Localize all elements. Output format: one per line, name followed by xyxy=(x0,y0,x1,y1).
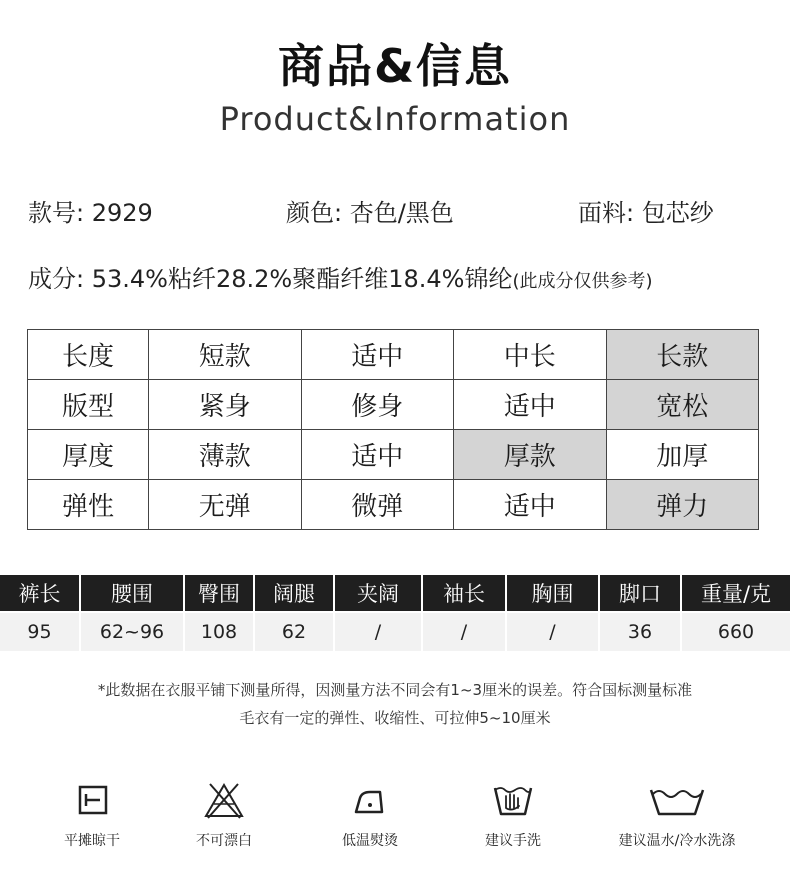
size-header-cell: 胸围 xyxy=(506,575,599,612)
attribute-row xyxy=(28,430,759,480)
size-value-cell: 62~96 xyxy=(80,612,184,651)
attribute-row xyxy=(28,480,759,530)
attribute-option: 适中 xyxy=(454,480,607,530)
attribute-option-selected: 弹力 xyxy=(606,480,759,530)
size-table xyxy=(0,575,790,651)
attribute-option: 紧身 xyxy=(149,380,302,430)
size-header-cell: 阔腿 xyxy=(254,575,334,612)
warm-cold-wash-icon xyxy=(647,780,707,820)
color-info: 颜色: 杏色/黑色 xyxy=(286,199,454,227)
attribute-option: 适中 xyxy=(454,380,607,430)
care-label: 平摊晾干 xyxy=(64,833,120,849)
size-value-cell: 108 xyxy=(184,612,254,651)
page-title: 商品&信息 xyxy=(277,39,513,93)
care-hand-wash xyxy=(443,780,583,850)
care-low-iron xyxy=(300,780,440,850)
composition-info xyxy=(28,259,653,294)
size-header-cell: 袖长 xyxy=(422,575,506,612)
care-no-bleach xyxy=(154,780,294,850)
size-header-cell: 夹阔 xyxy=(334,575,422,612)
attribute-option-selected: 长款 xyxy=(606,330,759,380)
size-header-cell: 裤长 xyxy=(0,575,80,612)
attribute-option: 微弹 xyxy=(301,480,454,530)
attribute-name: 弹性 xyxy=(28,480,149,530)
size-value-cell: / xyxy=(334,612,422,651)
page-subtitle: Product&Information xyxy=(219,100,571,138)
do-not-bleach-icon xyxy=(202,780,246,820)
composition-note: (此成分仅供参考) xyxy=(512,271,653,292)
size-value-cell: 660 xyxy=(681,612,790,651)
low-temp-iron-icon xyxy=(350,780,390,820)
attribute-option: 薄款 xyxy=(149,430,302,480)
attribute-name: 版型 xyxy=(28,380,149,430)
attribute-table xyxy=(27,329,759,530)
attribute-option-selected: 宽松 xyxy=(606,380,759,430)
size-header-cell: 脚口 xyxy=(599,575,681,612)
attribute-name: 长度 xyxy=(28,330,149,380)
attribute-option-selected: 厚款 xyxy=(454,430,607,480)
size-value-cell: / xyxy=(506,612,599,651)
size-header-cell: 腰围 xyxy=(80,575,184,612)
attribute-option: 短款 xyxy=(149,330,302,380)
disclaimer-line-1: *此数据在衣服平铺下测量所得，因测量方法不同会有1~3厘米的误差。符合国标测量标准 xyxy=(97,681,693,699)
attribute-row xyxy=(28,330,759,380)
care-label: 建议温水/冷水洗涤 xyxy=(618,833,736,849)
attribute-name: 厚度 xyxy=(28,430,149,480)
size-value-cell: 95 xyxy=(0,612,80,651)
style-number: 款号: 2929 xyxy=(28,199,153,227)
size-value-cell: 36 xyxy=(599,612,681,651)
care-label: 建议手洗 xyxy=(485,833,541,849)
attribute-row xyxy=(28,380,759,430)
size-header-cell: 臀围 xyxy=(184,575,254,612)
attribute-option: 修身 xyxy=(301,380,454,430)
care-flat-dry xyxy=(22,780,162,850)
size-header-cell: 重量/克 xyxy=(681,575,790,612)
disclaimer-line-2: 毛衣有一定的弹性、收缩性、可拉伸5~10厘米 xyxy=(239,709,551,727)
size-value-cell: / xyxy=(422,612,506,651)
care-warm-cold-wash xyxy=(607,780,747,850)
flat-dry-icon xyxy=(72,780,112,820)
hand-wash-icon xyxy=(491,780,535,820)
attribute-option: 适中 xyxy=(301,330,454,380)
care-label: 不可漂白 xyxy=(196,833,252,849)
size-value-cell: 62 xyxy=(254,612,334,651)
composition-text: 成分: 53.4%粘纤28.2%聚酯纤维18.4%锦纶 xyxy=(28,265,513,293)
attribute-option: 中长 xyxy=(454,330,607,380)
attribute-option: 适中 xyxy=(301,430,454,480)
attribute-option: 无弹 xyxy=(149,480,302,530)
care-label: 低温熨烫 xyxy=(342,833,398,849)
fabric-info: 面料: 包芯纱 xyxy=(578,199,714,227)
attribute-option: 加厚 xyxy=(606,430,759,480)
